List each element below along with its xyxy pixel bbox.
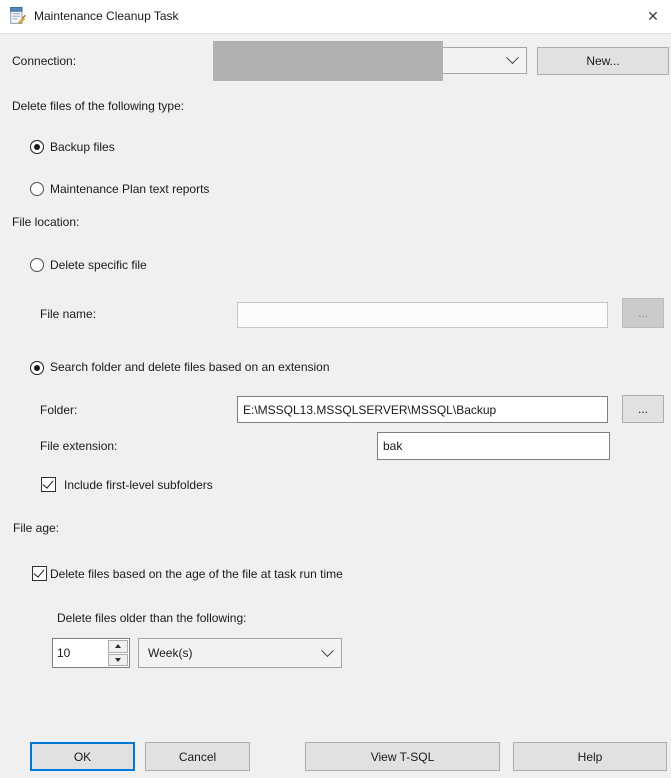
file-name-label: File name: (40, 307, 97, 321)
ok-button[interactable] (30, 742, 135, 771)
dialog-title: Maintenance Cleanup Task (34, 9, 179, 23)
radio-indicator (30, 361, 44, 375)
radio-search-folder-label: Search folder and delete files based on an extension (50, 360, 330, 374)
maintenance-task-icon (9, 7, 27, 25)
radio-delete-specific-file-label: Delete specific file (50, 258, 147, 272)
radio-indicator (30, 258, 44, 272)
arrow-up-icon (115, 644, 121, 648)
file-age-section-label: File age: (13, 521, 60, 535)
arrow-down-icon (115, 658, 121, 662)
age-value-spinner[interactable] (52, 638, 130, 668)
checkbox-indicator (32, 566, 47, 581)
file-extension-label: File extension: (40, 439, 118, 453)
file-name-browse-button[interactable] (622, 298, 664, 328)
ok-button-label: OK (73, 749, 92, 764)
browse-ellipsis-label: ... (637, 306, 648, 320)
folder-input[interactable] (237, 396, 608, 423)
radio-indicator (30, 140, 44, 154)
titlebar (0, 0, 671, 34)
delete-by-age-label: Delete files based on the age of the file at task run time (50, 567, 343, 581)
help-button[interactable] (513, 742, 667, 771)
view-tsql-button-label: View T-SQL (370, 749, 435, 764)
close-icon: ✕ (647, 7, 659, 24)
age-unit-combobox[interactable] (138, 638, 342, 668)
older-than-label: Delete files older than the following: (57, 611, 247, 625)
redaction-overlay (213, 41, 443, 81)
cancel-button-label: Cancel (178, 749, 217, 764)
checkbox-indicator (41, 477, 56, 492)
help-button-label: Help (577, 749, 603, 764)
radio-backup-files-label: Backup files (50, 140, 115, 154)
radio-indicator (30, 182, 44, 196)
file-name-input[interactable] (237, 302, 608, 328)
spin-down-button[interactable] (108, 654, 128, 667)
cancel-button[interactable] (145, 742, 250, 771)
new-connection-label: New... (586, 54, 620, 68)
view-tsql-button[interactable] (305, 742, 500, 771)
chevron-down-icon (321, 644, 334, 657)
chevron-down-icon (506, 51, 519, 64)
radio-text-reports-label: Maintenance Plan text reports (50, 182, 210, 196)
folder-label: Folder: (40, 403, 78, 417)
spin-up-button[interactable] (108, 640, 128, 653)
browse-ellipsis-label: ... (637, 402, 648, 416)
connection-label: Connection: (12, 54, 77, 68)
delete-type-section-label: Delete files of the following type: (12, 99, 185, 113)
file-extension-input[interactable] (377, 432, 610, 460)
folder-browse-button[interactable] (622, 395, 664, 423)
include-subfolders-label: Include first-level subfolders (64, 478, 213, 492)
spinner-buttons (107, 639, 129, 667)
close-button[interactable] (638, 2, 668, 30)
age-unit-value: Week(s) (148, 646, 193, 660)
file-location-section-label: File location: (12, 215, 80, 229)
age-value-input[interactable] (53, 639, 107, 667)
new-connection-button[interactable] (537, 47, 669, 75)
